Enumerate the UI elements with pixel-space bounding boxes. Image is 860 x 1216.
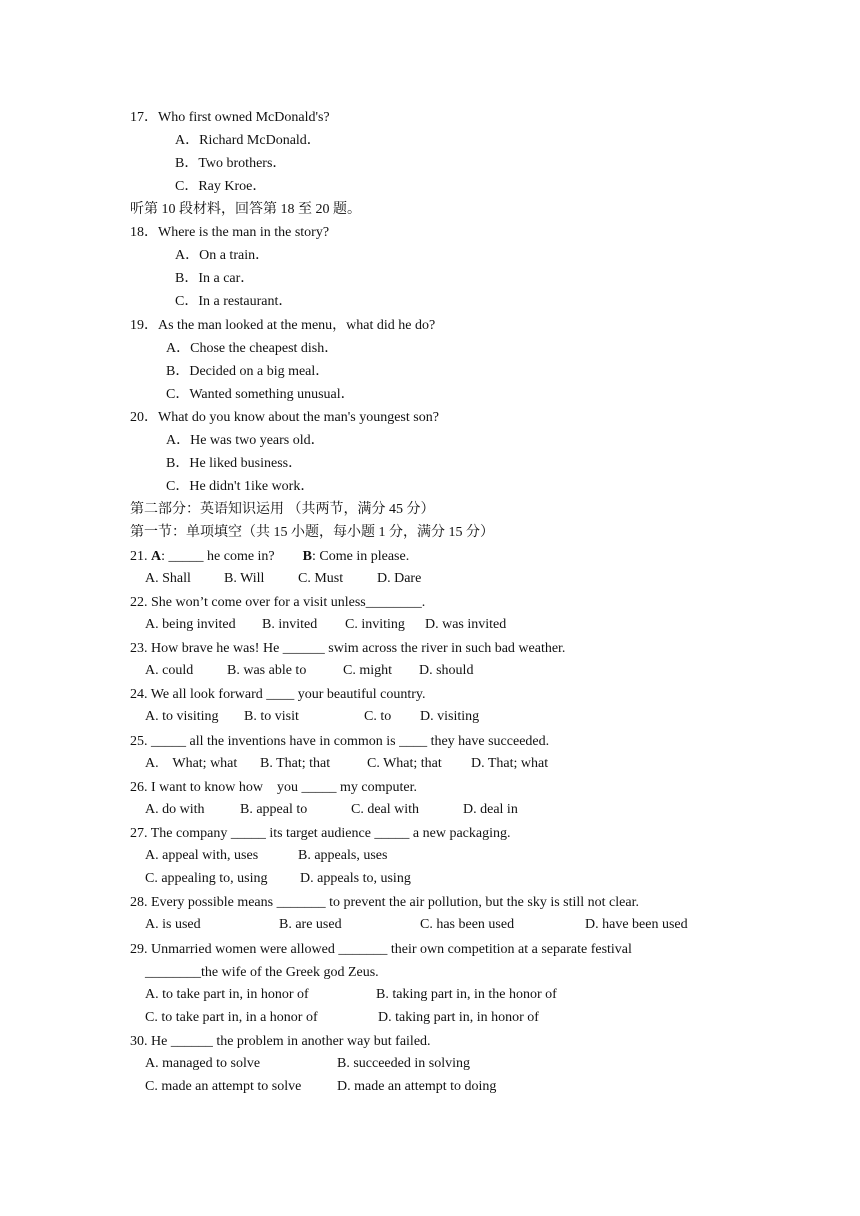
question-19: 19．As the man looked at the menu，what did he do? xyxy=(130,318,436,333)
question-20: 20．What do you know about the man's youngest son? xyxy=(130,410,439,425)
option-21b: B. Will xyxy=(224,571,265,586)
option-17a: A．Richard McDonald． xyxy=(175,133,321,148)
option-22a: A. being invited xyxy=(145,617,236,632)
question-27: 27. The company _____ its target audience _____ a new packaging. xyxy=(130,826,511,841)
option-25a: A. What; what xyxy=(145,756,238,771)
option-18c: C．In a restaurant． xyxy=(175,294,293,309)
option-19a: A．Chose the cheapest dish． xyxy=(166,341,339,356)
speaker-a: A xyxy=(151,549,162,564)
question-29: 29. Unmarried women were allowed _______ their own competition at a separate festival xyxy=(130,942,632,957)
question-18: 18．Where is the man in the story? xyxy=(130,225,330,240)
option-19b: B．Decided on a big meal． xyxy=(166,364,330,379)
option-30d: D. made an attempt to doing xyxy=(337,1079,497,1094)
speaker-b: B xyxy=(302,549,312,564)
option-23a: A. could xyxy=(145,663,194,678)
option-28d: D. have been used xyxy=(585,917,688,932)
option-23c: C. might xyxy=(343,663,393,678)
option-27c: C. appealing to, using xyxy=(145,871,268,886)
option-28c: C. has been used xyxy=(420,917,515,932)
q21-line-b: : Come in please. xyxy=(312,549,410,564)
option-22b: B. invited xyxy=(262,617,318,632)
option-29d: D. taking part in, in honor of xyxy=(378,1010,539,1025)
section-instruction-10: 听第 10 段材料，回答第 18 至 20 题。 xyxy=(130,202,361,217)
option-17c: C．Ray Kroe． xyxy=(175,179,267,194)
option-20c: C．He didn't 1ike work． xyxy=(166,479,315,494)
option-23b: B. was able to xyxy=(227,663,307,678)
option-24a: A. to visiting xyxy=(145,709,219,724)
option-18a: A．On a train． xyxy=(175,248,270,263)
option-20a: A．He was two years old． xyxy=(166,433,325,448)
question-24: 24. We all look forward ____ your beautiful country. xyxy=(130,687,426,702)
option-28b: B. are used xyxy=(279,917,342,932)
question-21 xyxy=(130,548,409,566)
option-23d: D. should xyxy=(419,663,474,678)
question-30: 30. He ______ the problem in another way but failed. xyxy=(130,1034,431,1049)
option-29b: B. taking part in, in the honor of xyxy=(376,987,557,1002)
option-24d: D. visiting xyxy=(420,709,480,724)
option-24b: B. to visit xyxy=(244,709,299,724)
option-30a: A. managed to solve xyxy=(145,1056,261,1071)
question-17: 17．Who first owned McDonald's? xyxy=(130,110,330,125)
option-26d: D. deal in xyxy=(463,802,518,817)
question-29-continued: ________the wife of the Greek god Zeus. xyxy=(145,965,379,980)
question-23: 23. How brave he was! He ______ swim across the river in such bad weather. xyxy=(130,641,566,656)
option-21c: C. Must xyxy=(298,571,344,586)
option-21a: A. Shall xyxy=(145,571,191,586)
option-27b: B. appeals, uses xyxy=(298,848,388,863)
option-26b: B. appeal to xyxy=(240,802,308,817)
option-17b: B．Two brothers． xyxy=(175,156,287,171)
option-26c: C. deal with xyxy=(351,802,420,817)
q21-line-a: : _____ he come in? xyxy=(161,549,303,564)
option-30b: B. succeeded in solving xyxy=(337,1056,470,1071)
option-19c: C．Wanted something unusual． xyxy=(166,387,355,402)
part-2-heading: 第二部分：英语知识运用 （共两节，满分 45 分） xyxy=(130,502,435,517)
option-29c: C. to take part in, in a honor of xyxy=(145,1010,318,1025)
option-30c: C. made an attempt to solve xyxy=(145,1079,302,1094)
option-22c: C. inviting xyxy=(345,617,405,632)
option-26a: A. do with xyxy=(145,802,205,817)
option-21d: D. Dare xyxy=(377,571,422,586)
option-18b: B．In a car． xyxy=(175,271,255,286)
question-26: 26. I want to know how you _____ my computer. xyxy=(130,780,417,795)
question-28: 28. Every possible means _______ to prevent the air pollution, but the sky is still not clear. xyxy=(130,895,639,910)
option-25c: C. What; that xyxy=(367,756,442,771)
option-27a: A. appeal with, uses xyxy=(145,848,259,863)
q21-number: 21. xyxy=(130,549,151,564)
option-25d: D. That; what xyxy=(471,756,549,771)
option-29a: A. to take part in, in honor of xyxy=(145,987,309,1002)
question-25: 25. _____ all the inventions have in common is ____ they have succeeded. xyxy=(130,734,550,749)
option-25b: B. That; that xyxy=(260,756,331,771)
option-20b: B．He liked business． xyxy=(166,456,303,471)
option-28a: A. is used xyxy=(145,917,201,932)
option-27d: D. appeals to, using xyxy=(300,871,411,886)
option-22d: D. was invited xyxy=(425,617,507,632)
section-1-heading: 第一节：单项填空（共 15 小题，每小题 1 分，满分 15 分） xyxy=(130,525,494,540)
question-22: 22. She won’t come over for a visit unless________. xyxy=(130,595,426,610)
option-24c: C. to xyxy=(364,709,392,724)
